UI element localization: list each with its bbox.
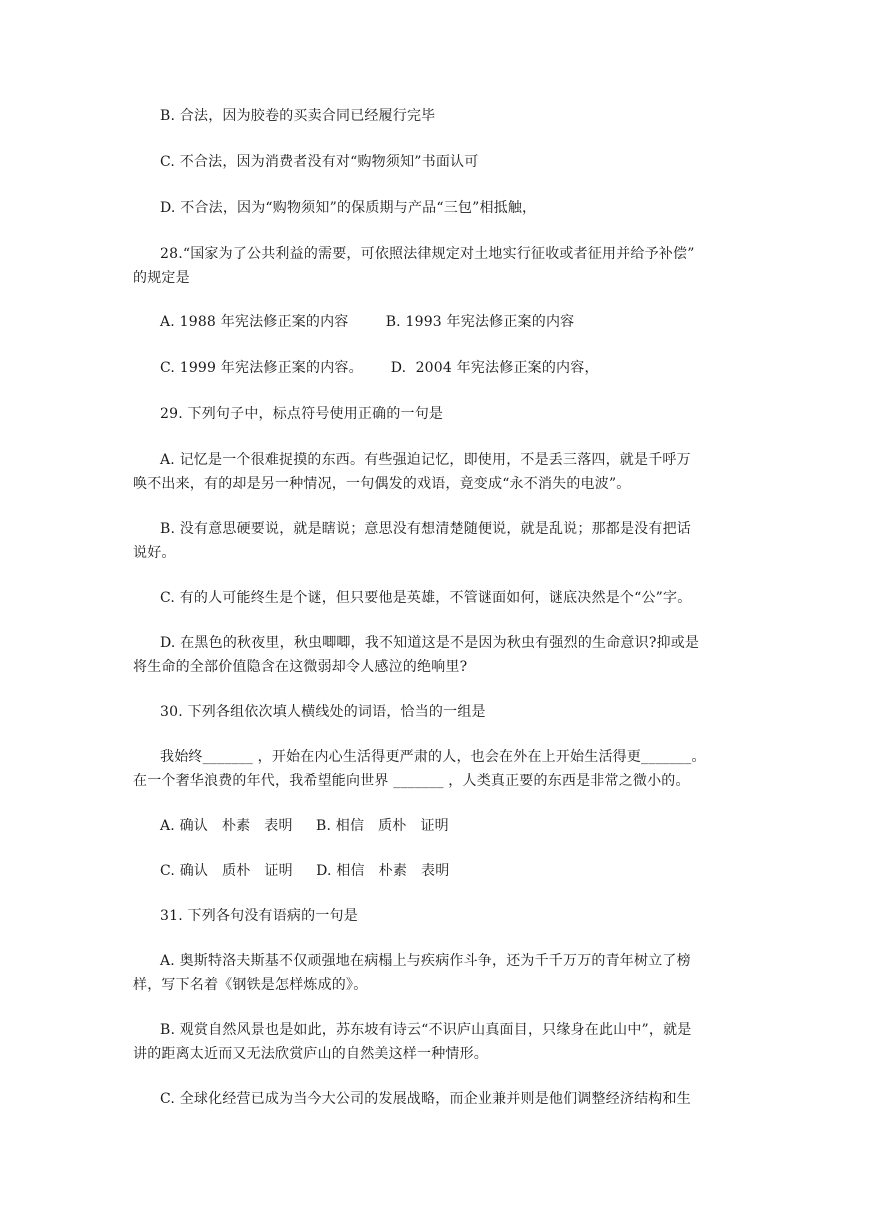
q29-option-b-line2: 说好。 xyxy=(133,545,176,561)
q28-options-ab: A. 1988 年宪法修正案的内容 B. 1993 年宪法修正案的内容 xyxy=(160,314,575,330)
q31-option-a-line2: 样，写下名着《钢铁是怎样炼成的》。 xyxy=(133,977,368,993)
q27-option-d: D. 不合法，因为“购物须知”的保质期与产品“三包”相抵触， xyxy=(160,200,537,216)
q29-option-d-line1: D. 在黑色的秋夜里，秋虫唧唧，我不知道这是不是因为秋虫有强烈的生命意识?抑或是 xyxy=(160,635,700,651)
q29-stem: 29. 下列句子中，标点符号使用正确的一句是 xyxy=(160,406,444,422)
q29-option-c: C. 有的人可能终生是个谜，但只要他是英雄，不管谜面如何，谜底决然是个“公”字。 xyxy=(160,590,692,606)
q29-option-b-line1: B. 没有意思硬要说，就是瞎说；意思没有想清楚随便说，就是乱说；那都是没有把话 xyxy=(160,521,691,537)
q31-option-c-line1: C. 全球化经营已成为当今大公司的发展战略，而企业兼并则是他们调整经济结构和生 xyxy=(160,1091,691,1107)
q31-option-b-line1: B. 观赏自然风景也是如此，苏东坡有诗云“不识庐山真面目，只缘身在此山中”，就是 xyxy=(160,1022,692,1038)
q29-option-d-line2: 将生命的全部价值隐含在这微弱却令人感泣的绝响里? xyxy=(133,659,468,675)
q30-stem: 30. 下列各组依次填人横线处的词语，恰当的一组是 xyxy=(160,704,486,720)
q30-options-ab: A. 确认 朴素 表明 B. 相信 质朴 证明 xyxy=(160,818,449,834)
q29-option-a-line2: 唤不出来，有的却是另一种情况，一句偶发的戏语，竟变成“永不消失的电波”。 xyxy=(133,476,631,492)
q29-option-a-line1: A. 记忆是一个很难捉摸的东西。有些强迫记忆，即使用，不是丢三落四，就是千呼万 xyxy=(160,452,691,468)
q30-text-line2: 在一个奢华浪费的年代，我希望能向世界 _______ ，人类真正要的东西是非常之微小的。 xyxy=(133,773,690,789)
q30-options-cd: C. 确认 质朴 证明 D. 相信 朴素 表明 xyxy=(160,863,450,879)
q30-text-line1: 我始终_______ ，开始在内心生活得更严肃的人，也会在外在上开始生活得更_______。 xyxy=(160,749,706,765)
q27-option-b: B. 合法，因为胶卷的买卖合同已经履行完毕 xyxy=(160,108,436,124)
q31-stem: 31. 下列各句没有语病的一句是 xyxy=(160,908,358,924)
q28-options-cd: C. 1999 年宪法修正案的内容。 D. 2004 年宪法修正案的内容， xyxy=(160,360,599,376)
q28-stem-line1: 28.“国家为了公共利益的需要，可依照法律规定对土地实行征收或者征用并给予补偿” xyxy=(160,246,695,262)
q27-option-c: C. 不合法，因为消费者没有对“购物须知”书面认可 xyxy=(160,154,479,170)
q28-stem-line2: 的规定是 xyxy=(133,270,190,286)
q31-option-b-line2: 讲的距离太近而又无法欣赏庐山的自然美这样一种情形。 xyxy=(133,1046,488,1062)
q31-option-a-line1: A. 奥斯特洛夫斯基不仅顽强地在病榻上与疾病作斗争，还为千千万万的青年树立了榜 xyxy=(160,953,691,969)
